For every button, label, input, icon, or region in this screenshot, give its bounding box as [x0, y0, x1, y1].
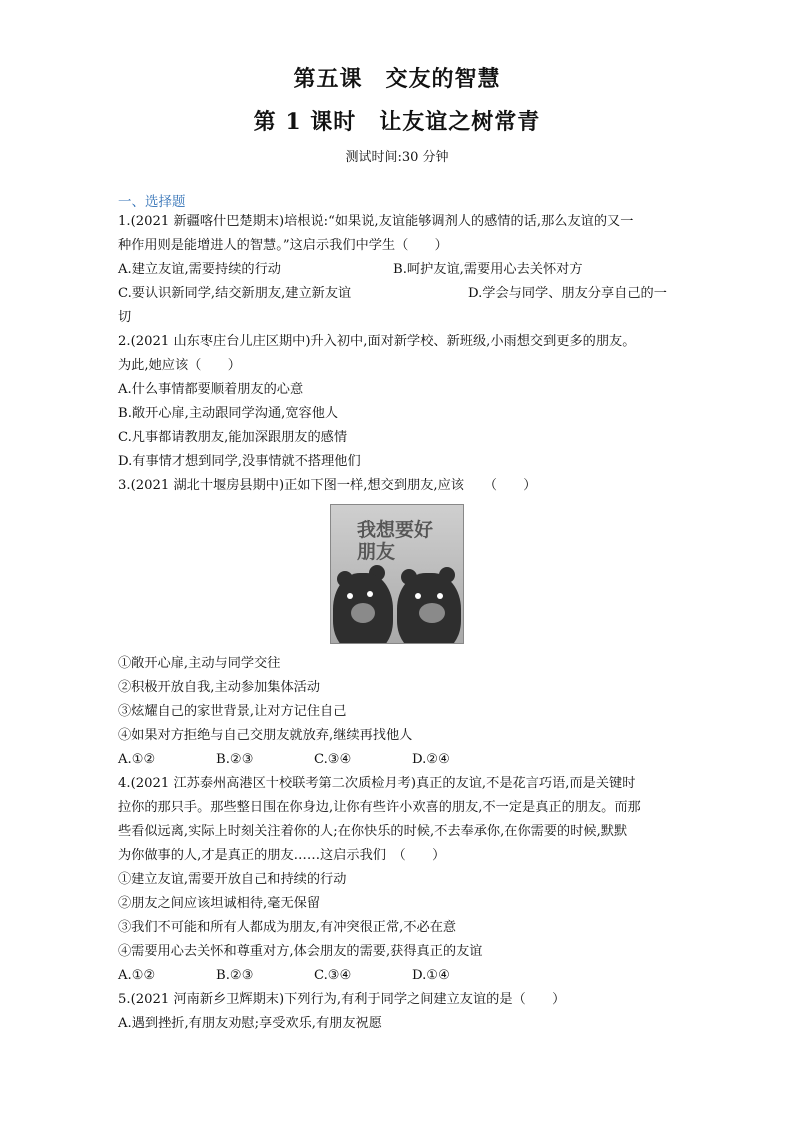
q2-option-c: C.凡事都请教朋友,能加深跟朋友的感情 [118, 430, 348, 445]
q4-statement-4: ④需要用心去关怀和尊重对方,体会朋友的需要,获得真正的友谊 [118, 944, 483, 959]
q1-stem-line2: 种作用则是能增进人的智慧。”这启示我们中学生（ ） [118, 238, 448, 253]
bear-muzzle-icon [351, 603, 375, 623]
test-time: 测试时间:30 分钟 [345, 150, 449, 165]
q3-statement-4: ④如果对方拒绝与自己交朋友就放弃,继续再找他人 [118, 728, 413, 743]
q1-stem-line1: 1.(2021 新疆喀什巴楚期末)培根说:“如果说,友谊能够调剂人的感情的话,那么友谊的又一 [118, 214, 634, 229]
q3-options [118, 748, 678, 772]
q1-options-row2 [118, 282, 678, 306]
lesson-subtitle: 第 1 课时 让友谊之树常青 [253, 109, 541, 135]
bear-eye-icon [367, 591, 373, 597]
q1-option-c: C.要认识新同学,结交新朋友,建立新友谊 [118, 286, 352, 301]
q4-statement-2: ②朋友之间应该坦诚相待,毫无保留 [118, 896, 321, 911]
q4-option-b: B.②③ [216, 968, 254, 983]
question-list [118, 210, 678, 1036]
q1-option-d-cont: 切 [118, 310, 132, 325]
q3-option-d: D.②④ [412, 752, 450, 767]
two-bears-illustration [330, 504, 464, 644]
q3-option-a: A.①② [118, 752, 156, 767]
q1-options-row1 [118, 258, 678, 282]
q4-stem-line1: 4.(2021 江苏泰州高港区十校联考第二次质检月考)真正的友谊,不是花言巧语,而是关键时 [118, 776, 636, 791]
q4-option-d: D.①④ [412, 968, 450, 983]
q2-option-d: D.有事情才想到同学,没事情就不搭理他们 [118, 454, 361, 469]
q4-stem-line3: 些看似远离,实际上时刻关注着你的人;在你快乐的时候,不去奉承你,在你需要的时候,默默 [118, 824, 628, 839]
q4-option-a: A.①② [118, 968, 156, 983]
q4-statement-1: ①建立友谊,需要开放自己和持续的行动 [118, 872, 347, 887]
q4-statement-3: ③我们不可能和所有人都成为朋友,有冲突很正常,不必在意 [118, 920, 457, 935]
q3-statement-3: ③炫耀自己的家世背景,让对方记住自己 [118, 704, 347, 719]
lesson-title: 第五课 交友的智慧 [293, 66, 501, 92]
bear-eye-icon [347, 593, 353, 599]
q5-stem: 5.(2021 河南新乡卫辉期末)下列行为,有利于同学之间建立友谊的是（ ） [118, 992, 566, 1007]
q2-stem-line1: 2.(2021 山东枣庄台儿庄区期中)升入初中,面对新学校、新班级,小雨想交到更多的朋友。 [118, 334, 636, 349]
q4-option-c: C.③④ [314, 968, 352, 983]
q2-stem-line2: 为此,她应该（ ） [118, 358, 241, 373]
bear-eye-icon [437, 593, 443, 599]
section-heading: 一、选择题 [118, 194, 186, 210]
q1-option-b: B.呵护友谊,需要用心去关怀对方 [393, 262, 583, 277]
bear-muzzle-icon [419, 603, 445, 623]
q5-option-a: A.遇到挫折,有朋友劝慰;享受欢乐,有朋友祝愿 [118, 1016, 382, 1031]
bear-eye-icon [415, 593, 421, 599]
q4-stem-line2: 拉你的那只手。那些整日围在你身边,让你有些许小欢喜的朋友,不一定是真正的朋友。而那 [118, 800, 641, 815]
q4-stem-line4: 为你做事的人,才是真正的朋友……这启示我们 （ ） [118, 848, 446, 863]
q3-statement-2: ②积极开放自我,主动参加集体活动 [118, 680, 321, 695]
q3-option-b: B.②③ [216, 752, 254, 767]
q1-option-d: D.学会与同学、朋友分享自己的一 [468, 286, 667, 301]
q3-statement-1: ①敞开心扉,主动与同学交往 [118, 656, 281, 671]
q3-stem: 3.(2021 湖北十堰房县期中)正如下图一样,想交到朋友,应该 （ ） [118, 478, 537, 493]
q1-option-a: A.建立友谊,需要持续的行动 [118, 262, 281, 277]
illustration-caption: 我想要好朋友 [357, 519, 434, 563]
q2-option-b: B.敞开心扉,主动跟同学沟通,宽容他人 [118, 406, 339, 421]
q3-option-c: C.③④ [314, 752, 352, 767]
q2-option-a: A.什么事情都要顺着朋友的心意 [118, 382, 304, 397]
q4-options [118, 964, 678, 988]
